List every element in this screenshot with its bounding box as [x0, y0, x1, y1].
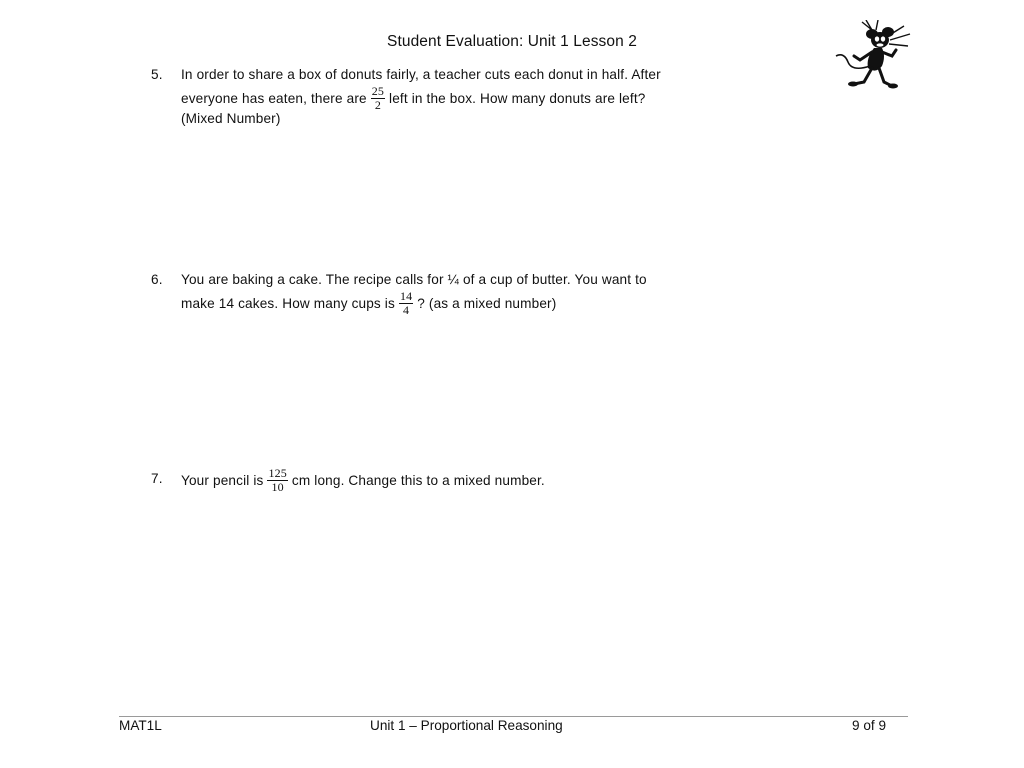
fraction-denominator: 4: [403, 303, 410, 317]
question-line: [181, 289, 647, 317]
fraction-numerator: 25: [371, 84, 385, 98]
question-text-segment: Your pencil is: [181, 473, 264, 489]
question-line: [181, 84, 661, 112]
question-number: 6.: [151, 272, 163, 287]
question-text: [181, 269, 647, 317]
question-line: [181, 466, 545, 494]
footer-course-code: MAT1L: [119, 718, 162, 733]
fraction-denominator: 2: [374, 98, 381, 112]
footer-page-number: 9 of 9: [852, 718, 887, 733]
fraction-denominator: 10: [271, 480, 284, 494]
question-line: You are baking a cake. The recipe calls for ¼ of a cup of butter. You want to: [181, 272, 647, 287]
question-line: (Mixed Number): [181, 111, 281, 126]
fraction-numerator: 125: [268, 466, 287, 480]
question-line: In order to share a box of donuts fairly, a teacher cuts each donut in half. After: [181, 67, 661, 82]
question-text-segment: cm long. Change this to a mixed number.: [291, 473, 545, 489]
question-text-segment: make 14 cakes. How many cups is: [181, 296, 395, 312]
footer-divider: [119, 716, 908, 717]
fraction: [267, 467, 287, 494]
question-number: 5.: [151, 67, 163, 82]
question-text-segment: ? (as a mixed number): [417, 296, 557, 312]
question-text-segment: everyone has eaten, there are: [181, 91, 367, 107]
footer-unit-title: Unit 1 – Proportional Reasoning: [370, 718, 563, 733]
fraction: [399, 290, 413, 317]
fraction-numerator: 14: [399, 289, 413, 303]
question-text: [181, 64, 661, 130]
page-title: Student Evaluation: Unit 1 Lesson 2: [387, 33, 637, 50]
question-text-segment: left in the box. How many donuts are left?: [389, 91, 646, 107]
question-text: [181, 466, 545, 494]
cartoon-mouse-icon: [826, 20, 912, 92]
question-number: 7.: [151, 471, 163, 486]
